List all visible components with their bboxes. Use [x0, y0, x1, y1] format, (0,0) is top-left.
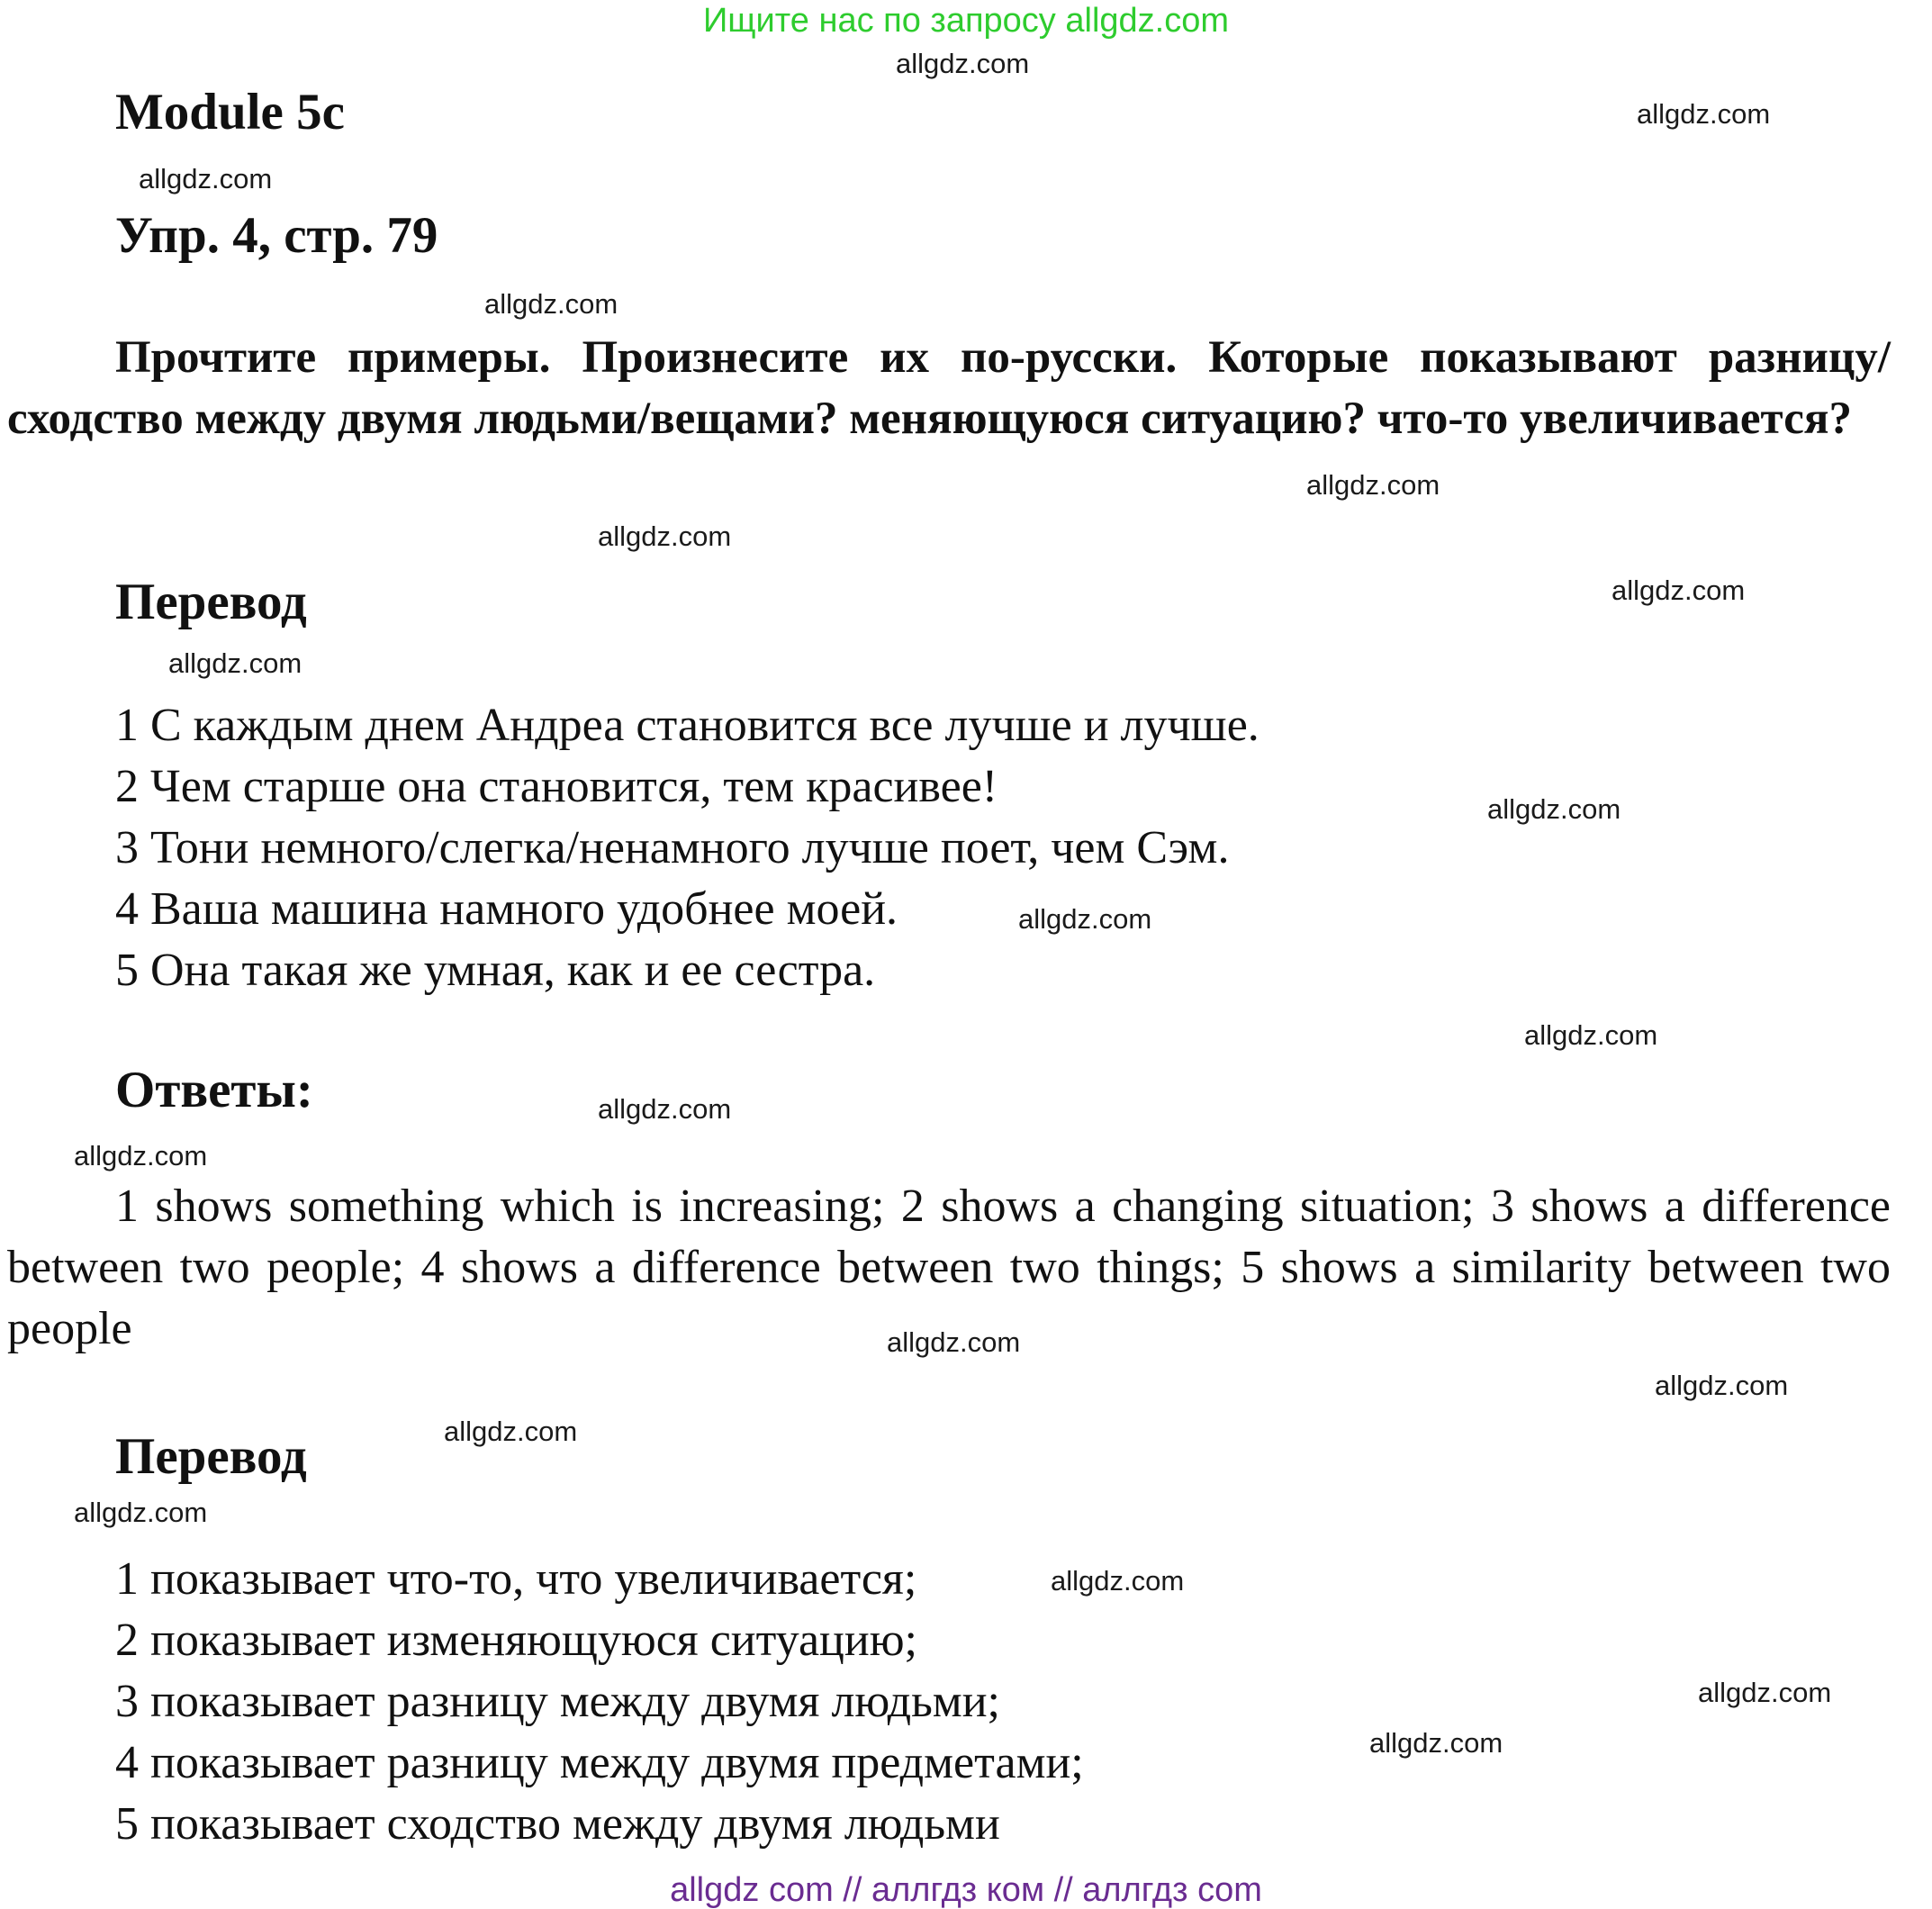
watermark: allgdz.com [887, 1326, 1021, 1358]
watermark: allgdz.com [139, 163, 273, 195]
watermark: allgdz.com [1369, 1727, 1503, 1759]
list-item: 3 Тони немного/слегка/ненамного лучше поет, чем Сэм. [115, 822, 1230, 873]
list-item: 1 С каждым днем Андреа становится все лучше и лучше. [115, 700, 1259, 751]
list-item: 5 Она такая же умная, как и ее сестра. [115, 945, 876, 996]
task-instructions: Прочтите примеры. Произнесите их по-русски. Которые показывают разницу/сходство между двумя людьми/вещами? меняющуюся ситуацию? что-то увеличивается? [7, 332, 1891, 444]
watermark: allgdz.com [1524, 1019, 1658, 1051]
watermark: allgdz.com [74, 1497, 208, 1528]
answers-heading: Ответы: [115, 1062, 313, 1118]
list-item: 3 показывает разницу между двумя людьми; [115, 1676, 1000, 1727]
watermark: allgdz.com [444, 1416, 578, 1447]
watermark: allgdz.com [484, 288, 618, 320]
watermark: allgdz.com [1698, 1677, 1832, 1708]
watermark: allgdz.com [1487, 793, 1621, 825]
translation-heading-2: Перевод [115, 1428, 307, 1485]
watermark: allgdz.com [598, 520, 732, 552]
list-item: 4 Ваша машина намного удобнее моей. [115, 883, 898, 935]
watermark: allgdz.com [1612, 575, 1746, 606]
list-item: 4 показывает разницу между двумя предметами; [115, 1737, 1084, 1788]
module-title: Module 5c [115, 84, 345, 140]
watermark: allgdz.com [598, 1093, 732, 1125]
watermark: allgdz.com [1051, 1565, 1185, 1597]
watermark: allgdz.com [1306, 469, 1440, 501]
answer-translation-list [115, 1549, 1084, 1855]
footer-banner[interactable]: allgdz com // аллгдз ком // аллгдз com [670, 1871, 1262, 1909]
list-item: 2 показывает изменяющуюся ситуацию; [115, 1615, 918, 1666]
list-item: 1 показывает что-то, что увеличивается; [115, 1553, 917, 1605]
watermark: allgdz.com [1018, 903, 1152, 935]
list-item: 2 Чем старше она становится, тем красивее! [115, 761, 998, 812]
translation-list [115, 695, 1259, 1001]
translation-heading-1: Перевод [115, 574, 307, 630]
watermark: allgdz.com [168, 647, 302, 679]
watermark: allgdz.com [1637, 98, 1771, 130]
watermark: allgdz.com [896, 48, 1030, 79]
watermark: allgdz.com [74, 1140, 208, 1172]
watermark: allgdz.com [1655, 1370, 1789, 1401]
list-item: 5 показывает сходство между двумя людьми [115, 1798, 1000, 1850]
answer-text: 1 shows something which is increasing; 2 shows a changing situation; 3 shows a difference between two people; 4 shows a difference between two things; 5 shows a similarity between two people [7, 1181, 1891, 1354]
exercise-title: Упр. 4, стр. 79 [115, 207, 438, 264]
top-banner[interactable]: Ищите нас по запросу allgdz.com [702, 2, 1229, 40]
